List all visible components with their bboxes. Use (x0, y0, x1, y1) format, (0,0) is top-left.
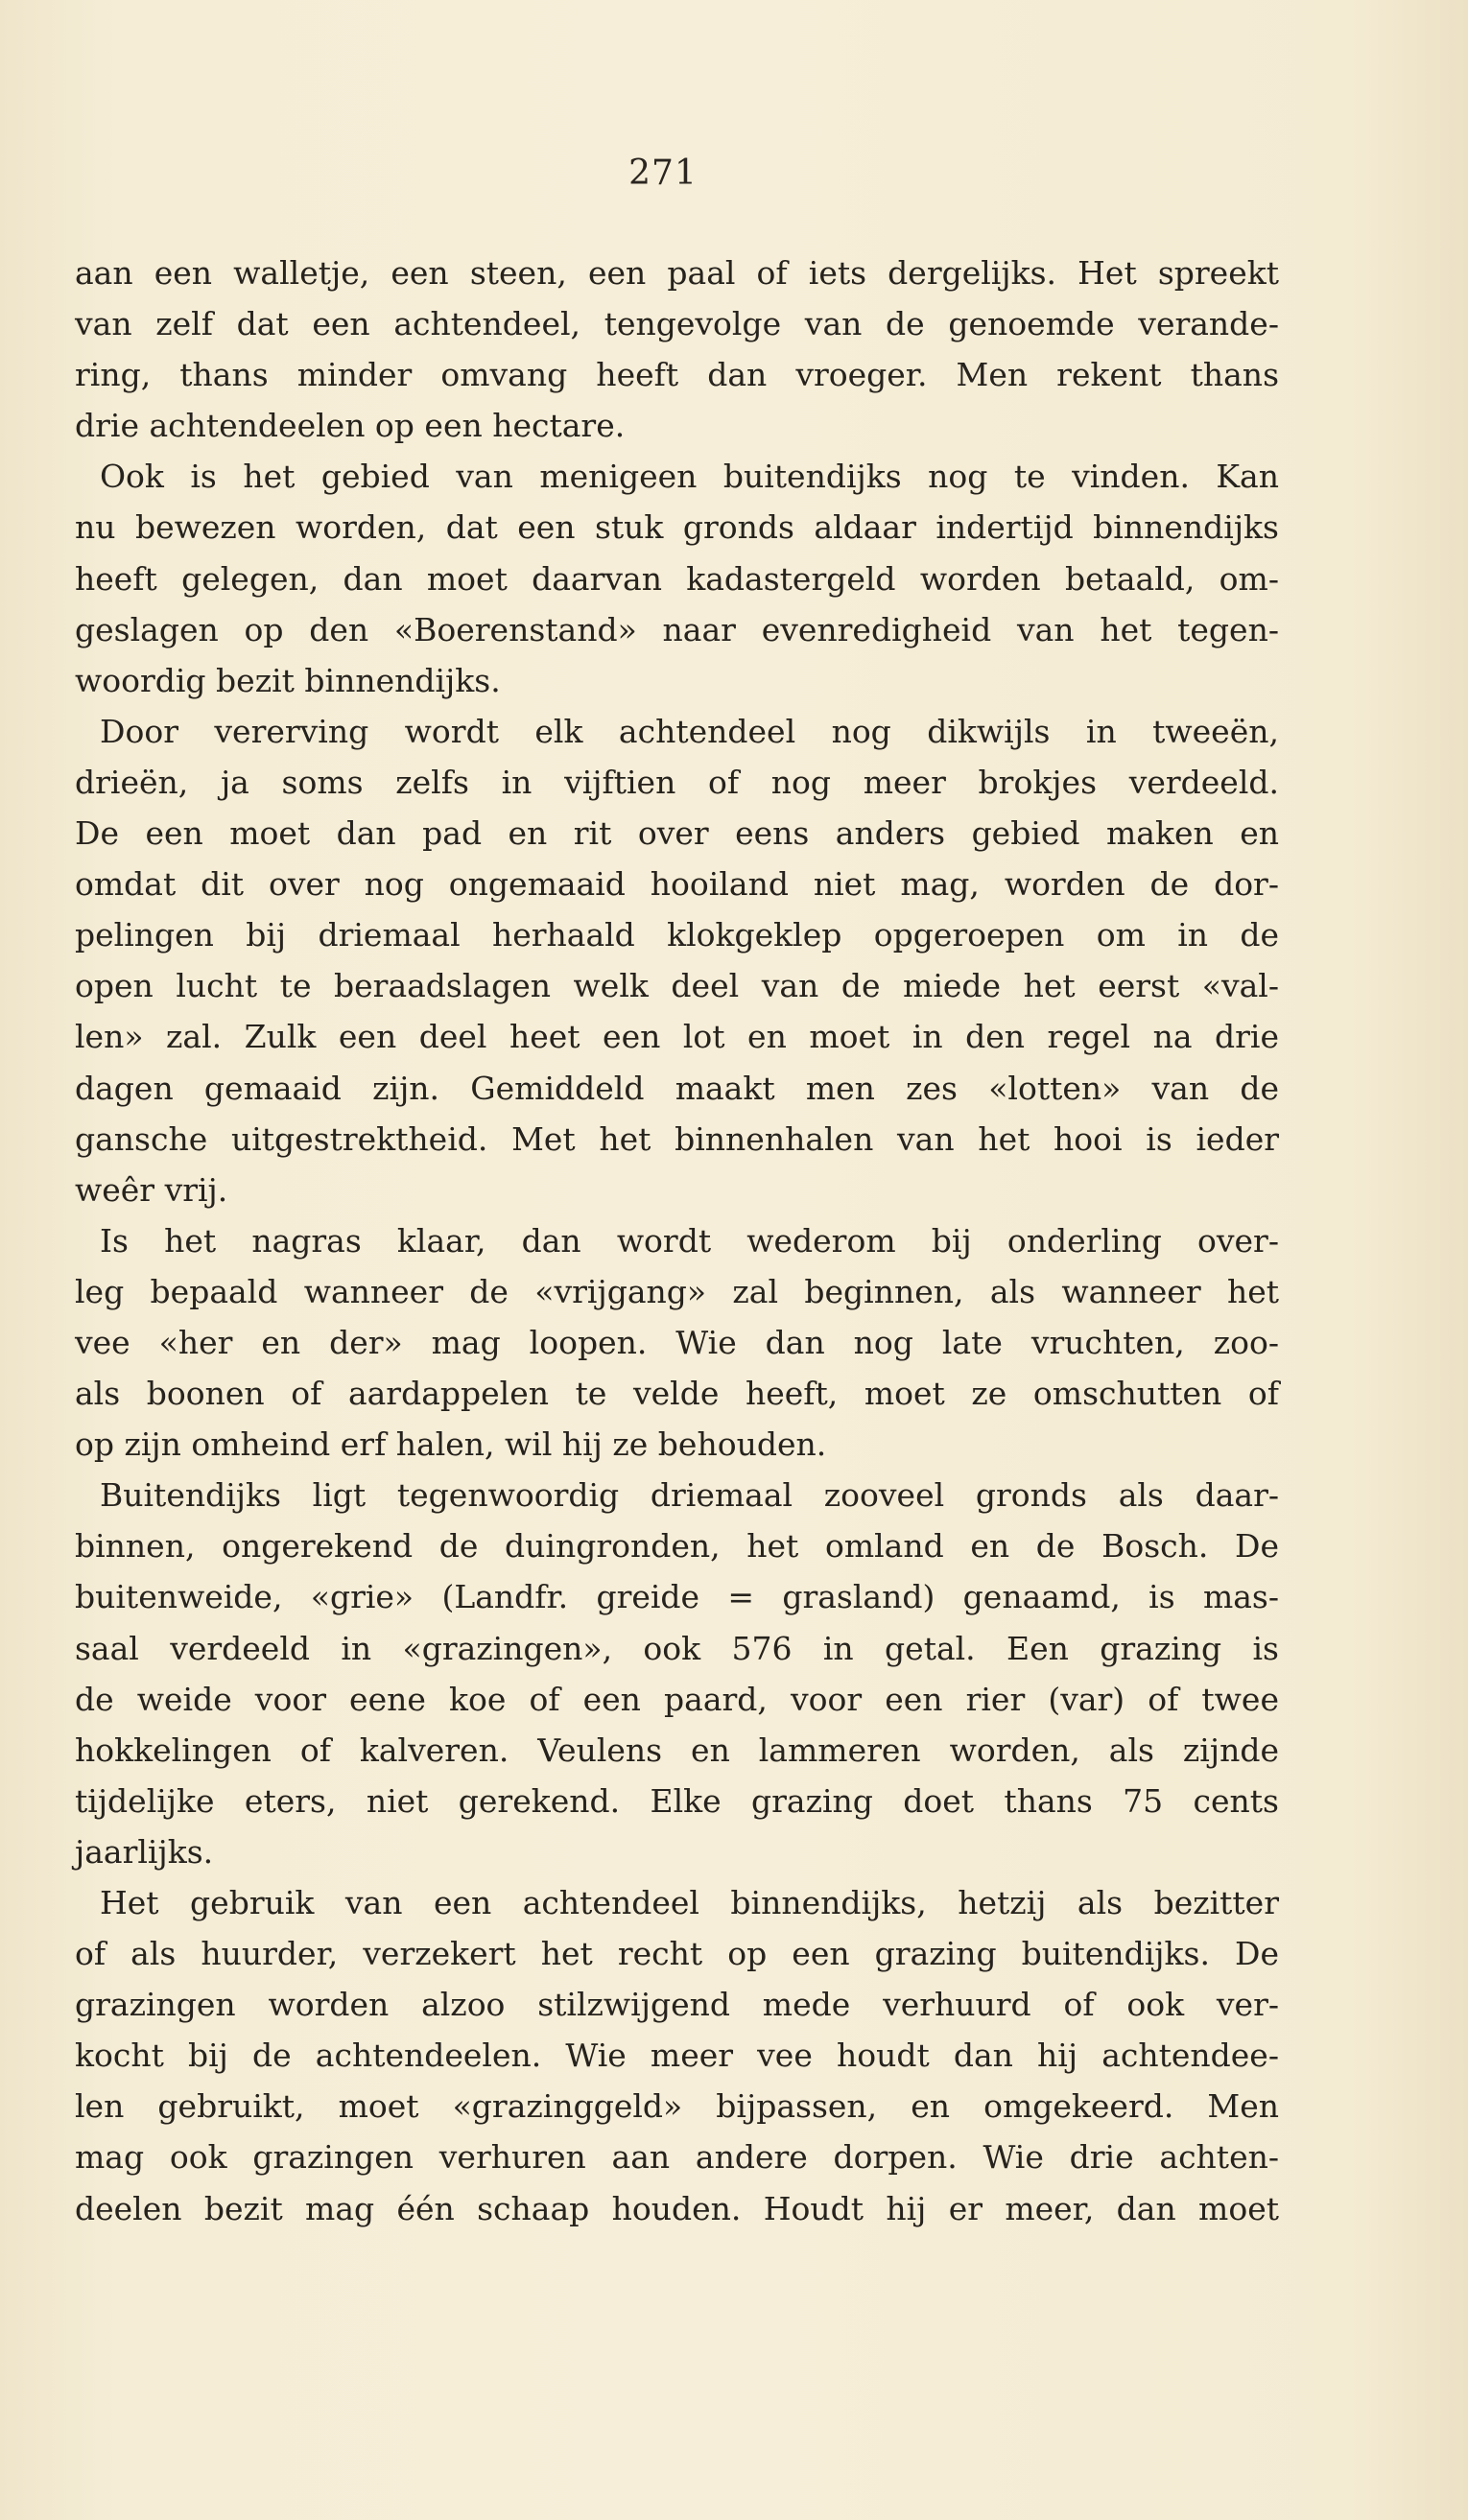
text-line: omdat dit over nog ongemaaid hooiland niet mag, worden de dor- (75, 865, 1279, 904)
text-line: open lucht te beraadslagen welk deel van de miede het eerst «val- (75, 967, 1279, 1005)
text-line: hokkelingen of kalveren. Veulens en lammeren worden, als zijnde (75, 1731, 1279, 1769)
text-line: aan een walletje, een steen, een paal of iets dergelijks. Het spreekt (75, 254, 1279, 292)
text-line: buitenweide, «grie» (Landfr. greide = grasland) genaamd, is mas- (75, 1578, 1279, 1616)
text-line: drieën, ja soms zelfs in vijftien of nog meer brokjes verdeeld. (75, 763, 1279, 801)
text-line: Is het nagras klaar, dan wordt wederom bij onderling over- (100, 1221, 1279, 1260)
text-line: tijdelijke eters, niet gerekend. Elke grazing doet thans 75 cents (75, 1781, 1279, 1820)
text-line: ring, thans minder omvang heeft dan vroeger. Men rekent thans (75, 356, 1279, 394)
text-line: drie achtendeelen op een hectare. (75, 407, 626, 445)
body-text (75, 247, 1279, 2234)
text-line: geslagen op den «Boerenstand» naar evenredigheid van het tegen- (75, 610, 1279, 648)
text-line: vee «her en der» mag loopen. Wie dan nog late vruchten, zoo- (75, 1323, 1279, 1361)
text-line: mag ook grazingen verhuren aan andere dorpen. Wie drie achten- (75, 2138, 1279, 2177)
text-line: woordig bezit binnendijks. (75, 661, 501, 699)
text-line: gansche uitgestrektheid. Met het binnenhalen van het hooi is ieder (75, 1119, 1279, 1158)
text-line: leg bepaald wanneer de «vrijgang» zal beginnen, als wanneer het (75, 1272, 1279, 1310)
text-line: kocht bij de achtendeelen. Wie meer vee houdt dan hij achtendee- (75, 2037, 1279, 2075)
text-line: Het gebruik van een achtendeel binnendijks, hetzij als bezitter (100, 1884, 1279, 1921)
text-line: De een moet dan pad en rit over eens anders gebied maken en (75, 814, 1279, 853)
text-line: pelingen bij driemaal herhaald klokgeklep opgeroepen om in de (75, 916, 1279, 954)
text-line: weêr vrij. (75, 1170, 228, 1209)
text-line: of als huurder, verzekert het recht op een grazing buitendijks. De (75, 1935, 1279, 1973)
text-line: dagen gemaaid zijn. Gemiddeld maakt men zes «lotten» van de (75, 1069, 1279, 1107)
text-line: op zijn omheind erf halen, wil hij ze behouden. (75, 1425, 827, 1464)
text-line: heeft gelegen, dan moet daarvan kadastergeld worden betaald, om- (75, 559, 1279, 598)
text-line: nu bewezen worden, dat een stuk gronds aldaar indertijd binnendijks (75, 508, 1279, 547)
text-line: grazingen worden alzoo stilzwijgend mede verhuurd of ook ver- (75, 1986, 1279, 2024)
page-number: 271 (628, 153, 698, 193)
text-line: Buitendijks ligt tegenwoordig driemaal zooveel gronds als daar- (100, 1476, 1279, 1515)
text-line: len gebruikt, moet «grazinggeld» bijpassen, en omgekeerd. Men (75, 2087, 1279, 2126)
text-line: Door vererving wordt elk achtendeel nog dikwijls in tweeën, (100, 712, 1279, 750)
text-line: binnen, ongerekend de duingronden, het omland en de Bosch. De (75, 1527, 1279, 1566)
text-line: jaarlijks. (75, 1832, 214, 1871)
text-line: len» zal. Zulk een deel heet een lot en moet in den regel na drie (75, 1018, 1279, 1056)
text-line: de weide voor eene koe of een paard, voor een rier (var) of twee (75, 1680, 1279, 1718)
text-line: Ook is het gebied van menigeen buitendijks nog te vinden. Kan (100, 458, 1279, 496)
text-line: van zelf dat een achtendeel, tengevolge van de genoemde verande- (75, 305, 1279, 343)
text-line: als boonen of aardappelen te velde heeft, moet ze omschutten of (75, 1375, 1279, 1413)
text-line: saal verdeeld in «grazingen», ook 576 in getal. Een grazing is (75, 1629, 1279, 1667)
text-line: deelen bezit mag één schaap houden. Houdt hij er meer, dan moet (75, 2189, 1279, 2227)
